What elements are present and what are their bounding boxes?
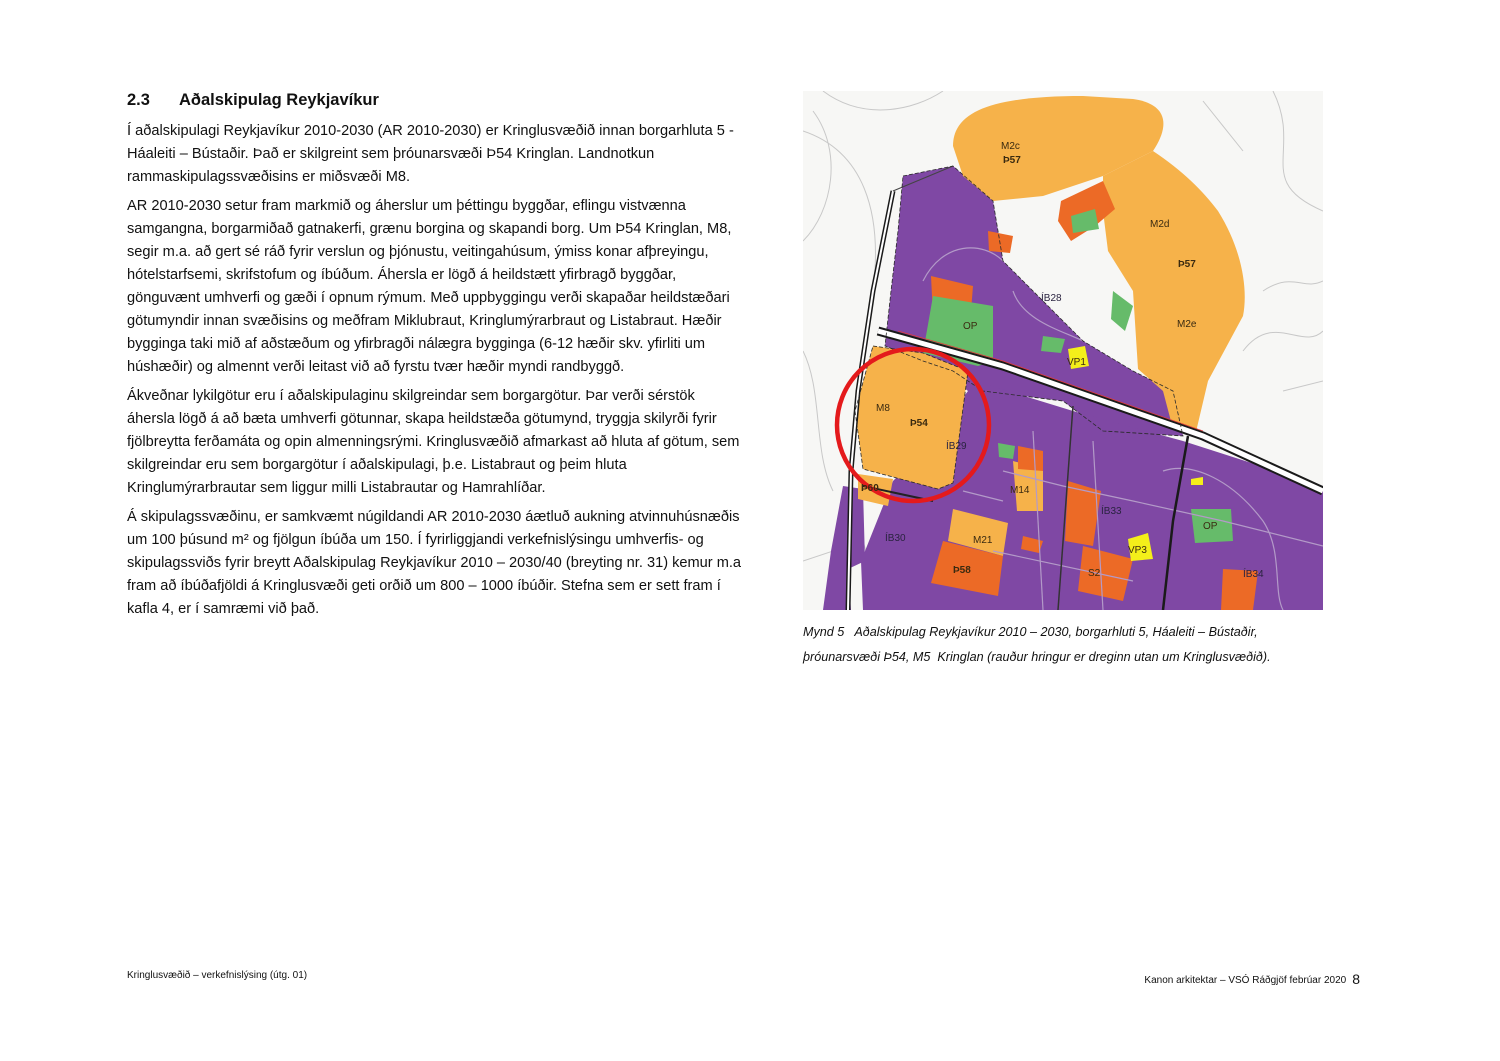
map-label-ib28: ÍB28: [1041, 293, 1062, 304]
paragraph-2: AR 2010-2030 setur fram markmið og áherslur um þéttingu byggðar, eflingu vistvænna samgangna, borgarmiðað gatnakerfi, grænu borgina og skapandi borg. Um Þ54 Kringlan, M8, segir m.a. að gert sé ráð fyrir verslun og þjónustu, veitingahúsum, ýmiss konar afþreyingu, hótelstarfsemi, skrifstofum og íbúðum. Áhersla er lögð á heildstætt yfirbragð byggðar, gönguvænt umhverfi og gæði í opnum rýmum. Með uppbyggingu verði skapaðar heildstæðari götumyndir innan svæðisins og meðfram Miklubraut, Kringlumýrarbraut og Listabraut. Hæðir bygginga taki mið af aðstæðum og yfirbragði nálægra bygginga (6-12 hæðir skv. yfirliti um húshæðir) og almennt verði leitast við að fyrstu tvær hæðir myndi randbyggð.: [127, 198, 732, 375]
map-label-m2e: M2e: [1177, 319, 1197, 330]
caption-line-2: þróunarsvæði Þ54, M5 Kringlan (rauður hringur er dreginn utan um Kringlusvæðið).: [803, 650, 1271, 664]
map-label-p57-north: Þ57: [1003, 155, 1021, 166]
map-label-m2d: M2d: [1150, 219, 1170, 230]
footer-right: [1144, 970, 1360, 986]
map-label-ib33: ÍB33: [1101, 506, 1122, 517]
land-use-map: [803, 91, 1323, 610]
paragraph-1: Í aðalskipulagi Reykjavíkur 2010-2030 (AR 2010-2030) er Kringlusvæðið innan borgarhluta 5 - Háaleiti – Bústaðir. Það er skilgreint sem þróunarsvæði Þ54 Kringlan. Landnotkun rammaskipulagssvæðisins er miðsvæði M8.: [127, 123, 734, 185]
body-text: [127, 120, 742, 627]
map-label-ib29: ÍB29: [946, 441, 967, 452]
map-label-m14: M14: [1010, 485, 1030, 496]
footer-authors: Kanon arkitektar – VSÓ Ráðgjöf febrúar 2020: [1144, 975, 1347, 986]
map-label-m8: M8: [876, 403, 890, 414]
page-number: 8: [1352, 971, 1360, 987]
map-label-p54: Þ54: [910, 418, 928, 429]
map-label-op-2: OP: [1203, 521, 1218, 532]
map-label-m21: M21: [973, 535, 993, 546]
map-label-ib30: ÍB30: [885, 533, 906, 544]
green-area-center: [1041, 336, 1065, 353]
section-title: Aðalskipulag Reykjavíkur: [179, 91, 379, 109]
map-label-vp1: VP1: [1067, 357, 1086, 368]
section-heading: [127, 91, 379, 110]
map-label-s2: S2: [1088, 568, 1101, 579]
paragraph-3: Ákveðnar lykilgötur eru í aðalskipulaginu skilgreindar sem borgargötur. Þar verði sérstök áhersla lögð á að bæta umhverfi götunnar, skapa heildstæða götumynd, tryggja skilyrði fyrir fjölbreytta ferðamáta og opin almenningsrými. Kringlusvæðið afmarkast að hluta af götum, sem skilgreindar eru sem borgargötur í aðalskipulagi, þ.e. Listabraut og þeim hluta Kringlumýrarbrautar sem liggur milli Listabrautar og Hamrahlíðar.: [127, 388, 740, 496]
figure-caption: [803, 620, 1363, 670]
caption-line-1: Mynd 5 Aðalskipulag Reykjavíkur 2010 – 2030, borgarhluti 5, Háaleiti – Bústaðir,: [803, 625, 1258, 639]
footer-left: Kringlusvæðið – verkefnislýsing (útg. 01): [127, 970, 308, 981]
map-label-m2c: M2c: [1001, 141, 1020, 152]
paragraph-4: Á skipulagssvæðinu, er samkvæmt núgildandi AR 2010-2030 áætluð aukning atvinnuhúsnæðis um 100 þúsund m² og fjölgun íbúða um 150. Í fyrirliggjandi verkefnislýsingu umhverfis- og skipulagssviðs fyrir breytt Aðalskipulag Reykjavíkur 2010 – 2030/40 (breyting nr. 31) kemur m.a fram að íbúðafjöldi á Kringlusvæði geti orðið um 800 – 1000 íbúðir. Stefna sem er sett fram í kafla 4, er í samræmi við það.: [127, 509, 742, 617]
map-label-vp3: VP3: [1128, 545, 1147, 556]
section-number: 2.3: [127, 91, 150, 109]
map-label-p57-east: Þ57: [1178, 259, 1196, 270]
map-label-ib34: ÍB34: [1243, 569, 1264, 580]
map-label-p60: Þ60: [861, 483, 879, 494]
map-label-p58: Þ58: [953, 565, 971, 576]
map-label-op-1: OP: [963, 321, 978, 332]
